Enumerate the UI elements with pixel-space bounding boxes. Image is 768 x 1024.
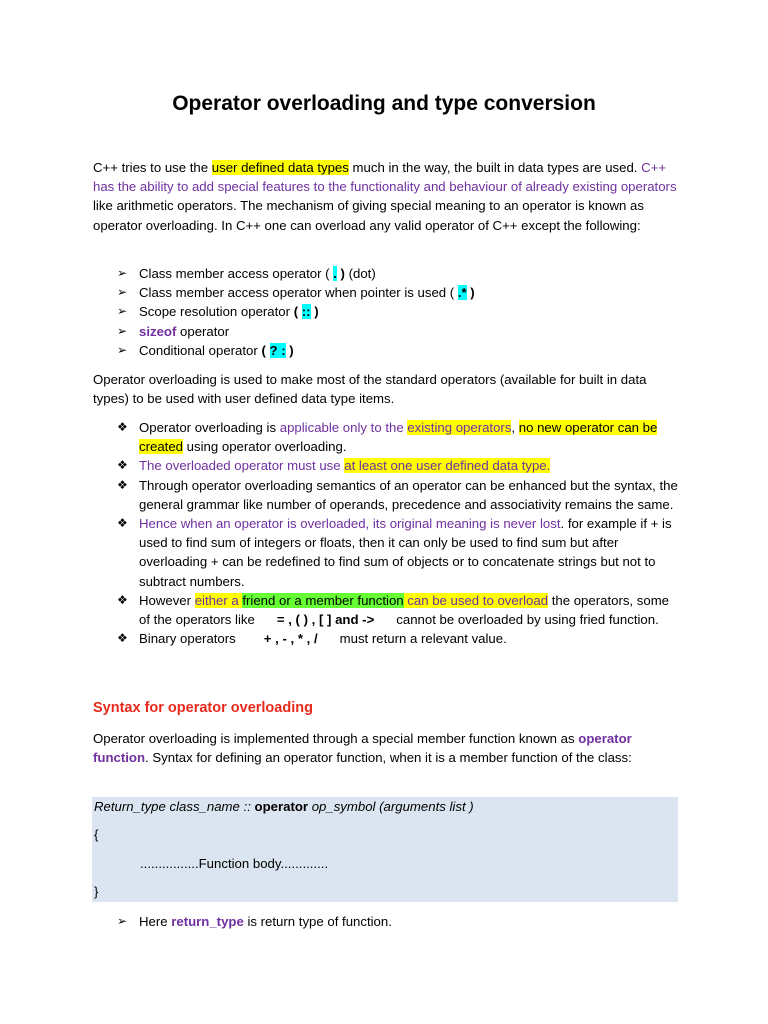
diamond-bullet-icon: ❖ [117, 477, 128, 492]
diamond-bullet-icon: ❖ [117, 516, 128, 531]
code-line-body: ................Function body............. [140, 856, 329, 871]
diamond-bullet-icon: ❖ [117, 458, 128, 473]
arrow-bullet-icon: ➢ [117, 304, 128, 319]
intro-paragraph: C++ tries to use the user defined data types much in the way, the built in data types are used. C++ has the ability to add special features to the functionality and behaviour of already existing operators like arithmetic operators. The mechanism of giving special meaning to an operator is known as operator overloading. In C++ one can overload any valid operator of C++ except the following: [93, 160, 677, 233]
highlight-user-defined: user defined data types [211, 160, 349, 175]
list-item: ➢ Scope resolution operator ( :: ) [117, 302, 682, 321]
rules-list [117, 418, 682, 648]
list-item: ➢ Class member access operator when pointer is used ( .* ) [117, 283, 682, 302]
list-item: ❖ Binary operators + , - , * , / must return a relevant value. [117, 629, 682, 648]
diamond-bullet-icon: ❖ [117, 592, 128, 607]
list-item: ➢ sizeof operator [117, 322, 682, 341]
list-item: ➢ Here return_type is return type of function. [117, 912, 682, 931]
overloading-paragraph: Operator overloading is used to make most of the standard operators (available for built in data types) to be used with user defined data type items. [93, 372, 647, 407]
exceptions-list [117, 264, 682, 360]
arrow-bullet-icon: ➢ [117, 914, 128, 928]
diamond-bullet-icon: ❖ [117, 631, 128, 646]
return-type-list [117, 912, 682, 931]
syntax-paragraph: Operator overloading is implemented through a special member function known as operator function. Syntax for defining an operator function, when it is a member function of the class: [93, 731, 632, 766]
syntax-heading: Syntax for operator overloading [93, 700, 313, 716]
list-item: ❖ Through operator overloading semantics of an operator can be enhanced but the syntax, the general grammar like number of operands, precedence and associativity remains the same. [117, 477, 678, 512]
list-item: ❖ Hence when an operator is overloaded, its original meaning is never lost. for example if + is used to find sum of integers or floats, then it can only be used to find sum but after overloading + can be redefined to find sum of objects or to concatenate strings but not to subtract numbers. [117, 516, 672, 589]
list-item: ➢ Conditional operator ( ? : ) [117, 341, 682, 360]
list-item: ❖ However either a friend or a member function can be used to overload the operators, some of the operators like = , ( ) , [ ] and -> cannot be overloaded by using fried function. [117, 592, 670, 628]
list-item: ❖ The overloaded operator must use at least one user defined data type. [117, 456, 682, 475]
arrow-bullet-icon: ➢ [117, 342, 128, 357]
code-line-open-brace: { [94, 827, 99, 842]
code-line-signature: Return_type class_name :: operator op_symbol (arguments list ) [94, 799, 474, 814]
arrow-bullet-icon: ➢ [117, 285, 128, 300]
arrow-bullet-icon: ➢ [117, 323, 128, 338]
document-title: Operator overloading and type conversion [172, 92, 596, 115]
code-block [92, 797, 678, 902]
code-line-close-brace: } [94, 884, 99, 899]
list-item: ❖ Operator overloading is applicable only to the existing operators, no new operator can be created using operator overloading. [117, 420, 658, 455]
list-item: ➢ Class member access operator ( . ) (dot) [117, 264, 682, 283]
arrow-bullet-icon: ➢ [117, 266, 128, 280]
diamond-bullet-icon: ❖ [117, 420, 128, 434]
